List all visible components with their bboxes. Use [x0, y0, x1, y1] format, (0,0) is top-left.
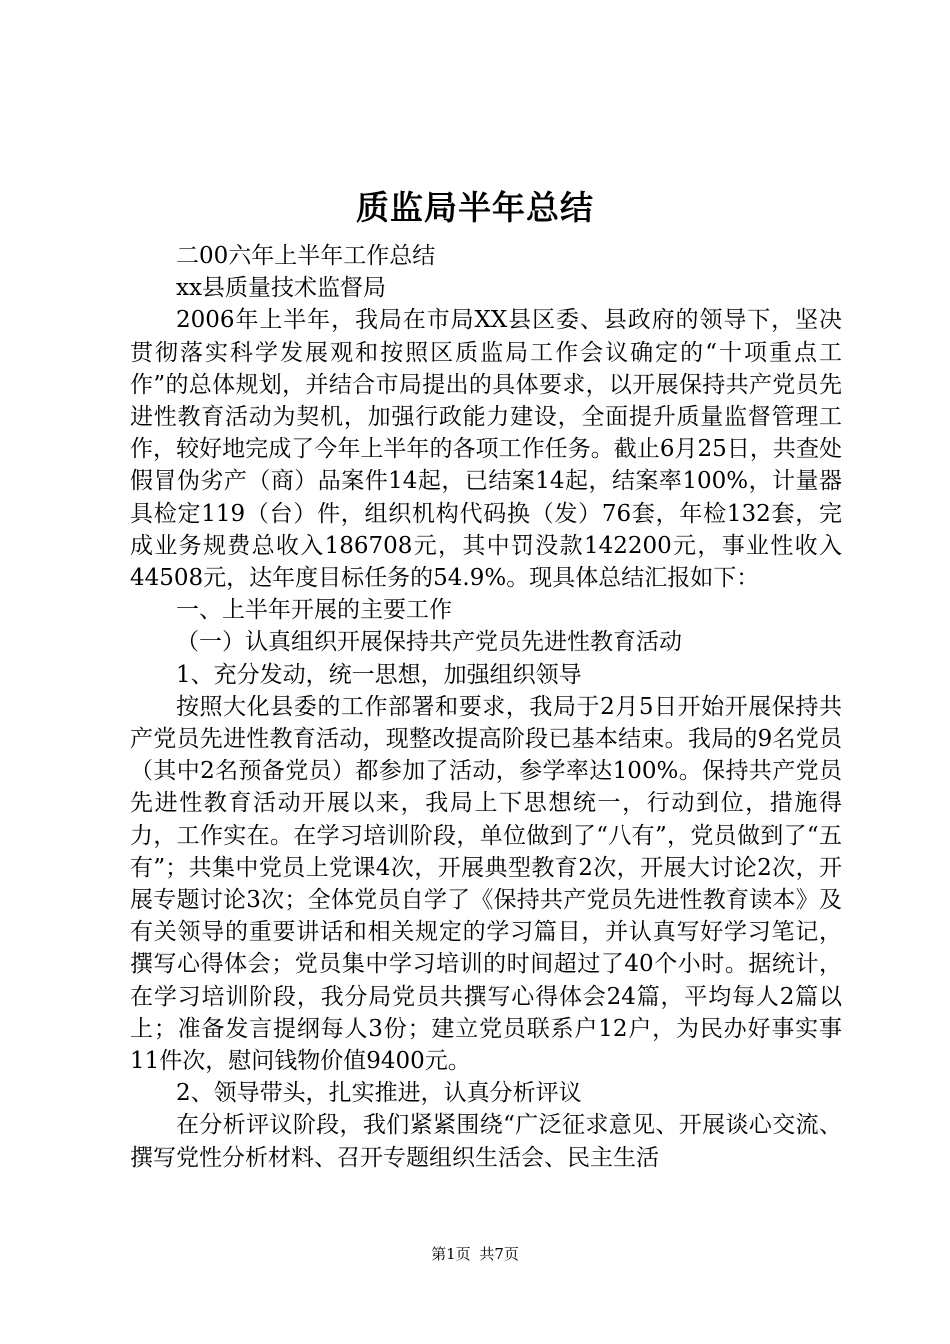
- page-total: 共7页: [479, 1245, 519, 1263]
- document-body: [130, 240, 842, 1174]
- paragraph-evaluation: 在分析评议阶段，我们紧紧围绕“广泛征求意见、开展谈心交流、撰写党性分析材料、召开专题组织生活会、民主生活: [130, 1112, 842, 1171]
- item-heading-mobilize: 1、充分发动，统一思想，加强组织领导: [176, 661, 582, 688]
- page-number: 第1页: [431, 1245, 471, 1263]
- paragraph-overview: 2006年上半年，我局在市局XX县区委、县政府的领导下，坚决贯彻落实科学发展观和按照区质监局工作会议确定的“十项重点工作”的总体规划，并结合市局提出的具体要求，以开展保持共产党员先进性教育活动为契机，加强行政能力建设，全面提升质量监督管理工作，较好地完成了今年上半年的各项工作任务。截止6月25日，共查处假冒伪劣产（商）品案件14起，已结案14起，结案率100%，计量器具检定119（台）件，组织机构代码换（发）76套，年检132套，完成业务规费总收入186708元，其中罚没款142200元，事业性收入44508元，达年度目标任务的54.9%。现具体总结汇报如下：: [130, 307, 842, 592]
- document-title: 质监局半年总结: [356, 188, 594, 227]
- section-heading-main-work: 一、上半年开展的主要工作: [176, 597, 452, 624]
- subsection-heading-education: （一）认真组织开展保持共产党员先进性教育活动: [176, 629, 682, 656]
- subtitle-organization: xx县质量技术监督局: [176, 275, 386, 302]
- paragraph-education-activity: 按照大化县委的工作部署和要求，我局于2月5日开始开展保持共产党员先进性教育活动，现整改提高阶段已基本结束。我局的9名党员（其中2名预备党员）都参加了活动，参学率达100%。保持共产党员先进性教育活动开展以来，我局上下思想统一，行动到位，措施得力，工作实在。在学习培训阶段，单位做到了“八有”，党员做到了“五有”；共集中党员上党课4次，开展典型教育2次，开展大讨论2次，开展专题讨论3次；全体党员自学了《保持共产党员先进性教育读本》及有关领导的重要讲话和相关规定的学习篇目，并认真写好学习笔记，撰写心得体会；党员集中学习培训的时间超过了40个小时。据统计，在学习培训阶段，我分局党员共撰写心得体会24篇，平均每人2篇以上；准备发言提纲每人3份；建立党员联系户12户，为民办好事实事11件次，慰问钱物价值9400元。: [130, 693, 842, 1075]
- page-footer: [0, 1244, 950, 1264]
- item-heading-leadership: 2、领导带头，扎实推进，认真分析评议: [176, 1080, 582, 1107]
- subtitle-period: 二00六年上半年工作总结: [176, 243, 436, 269]
